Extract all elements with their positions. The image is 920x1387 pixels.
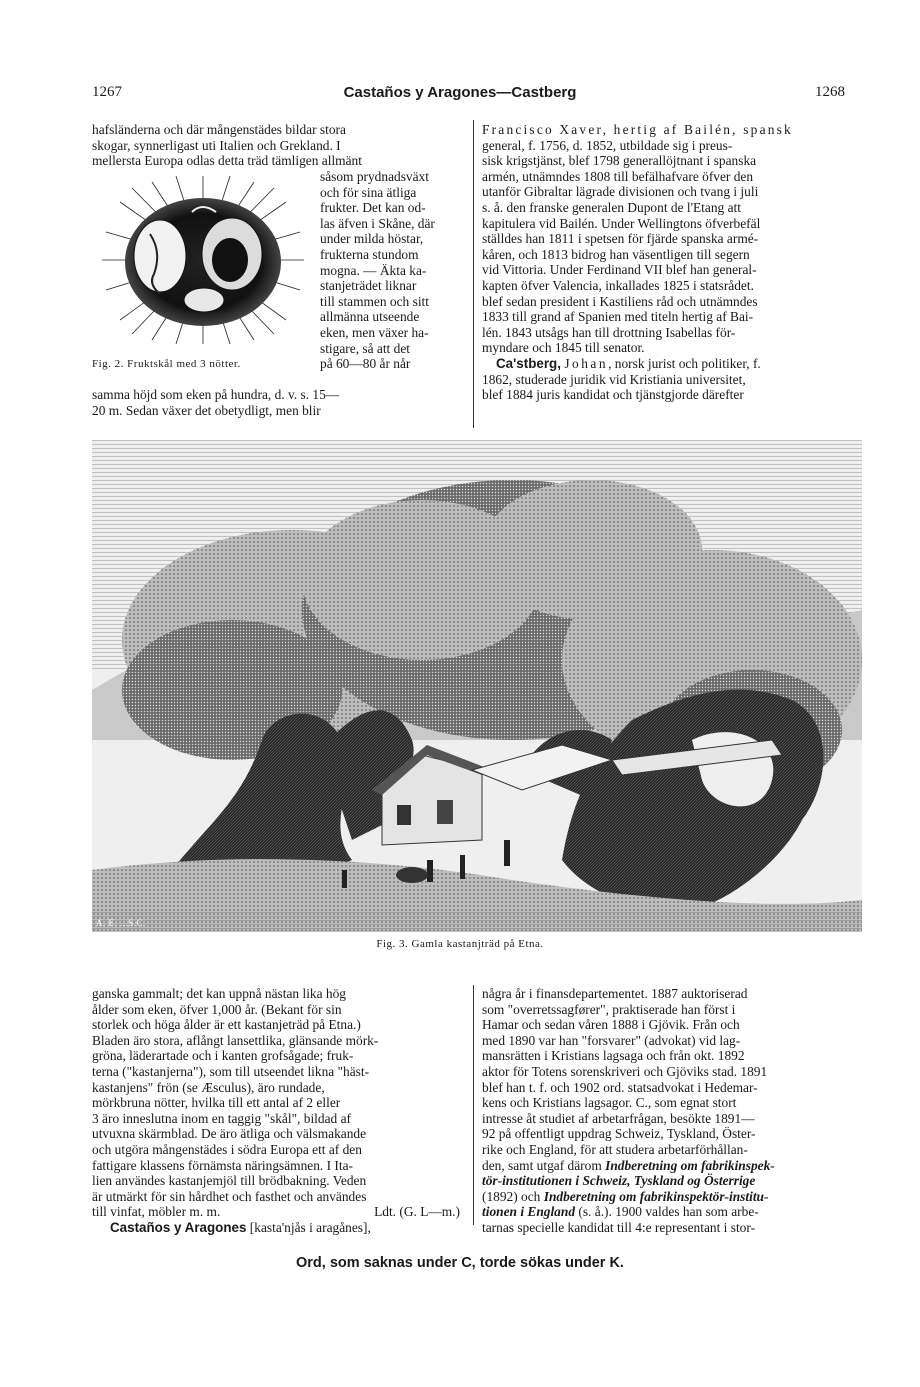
text-line: ställdes han 1811 i spetsen för fjärde spanska armé- bbox=[482, 231, 759, 247]
left-column-bottom bbox=[92, 986, 464, 1236]
text-line: med 1890 var han "forsvarer" (advokat) vid lag- bbox=[482, 1032, 741, 1048]
text-line: stanjeträdet liknar bbox=[320, 278, 417, 294]
text-line: skogar, synnerligast uti Italien och Grekland. I bbox=[92, 137, 341, 153]
text-line: kapten öfver Valencia, inkallades 1825 i statsrådet. bbox=[482, 277, 754, 293]
text-line: kens och Kristians lagsagor. C., som egnat stort bbox=[482, 1095, 737, 1111]
text-line: några år i finansdepartementet. 1887 auktoriserad bbox=[482, 986, 748, 1001]
text-line: lien användes kastanjemjöl till brödbakning. Veden bbox=[92, 1173, 367, 1189]
text-line: på 60—80 år når bbox=[320, 356, 411, 372]
right-column-top bbox=[482, 122, 854, 403]
castanos-pronunciation: [kasta'njås i aragånes], bbox=[249, 1219, 371, 1235]
text-line: 1862, studerade juridik vid Kristiania universitet, bbox=[482, 371, 746, 387]
text-line: blef sedan president i Kastiliens råd och utnämndes bbox=[482, 293, 758, 309]
footer-note: Ord, som saknas under C, torde sökas under K. bbox=[296, 1255, 624, 1271]
text-line: samma höjd som eken på hundra, d. v. s. 15— bbox=[92, 387, 340, 402]
text-line: den, samt utgaf därom bbox=[482, 1157, 602, 1173]
text-line: mörkbruna nötter, hvilka till ett antal af 2 eller bbox=[92, 1095, 341, 1111]
italic-title: tionen i England bbox=[482, 1204, 576, 1220]
text-line: eken, men växer ha- bbox=[320, 324, 429, 340]
text-line: mogna. — Äkta ka- bbox=[320, 262, 427, 278]
text-line: 1833 till grand af Spanien med titeln hertig af Bai- bbox=[482, 309, 754, 325]
text-line: frukterna stundom bbox=[320, 246, 419, 262]
italic-title: tör-institutionen i Schweiz, Tyskland og Österrige bbox=[482, 1173, 756, 1189]
castberg-forename: Johan bbox=[564, 355, 609, 371]
text-line: general, f. 1756, d. 1852, utbildade sig i preus- bbox=[482, 137, 733, 153]
text-line: frukter. Det kan od- bbox=[320, 200, 426, 216]
text-line: mellersta Europa odlas detta träd tämligen allmänt bbox=[92, 153, 362, 169]
left-column-top bbox=[92, 122, 464, 169]
text-line: 3 äro inneslutna inom en taggig "skål", bildad af bbox=[92, 1110, 351, 1126]
text-line: 92 på offentligt uppdrag Schweiz, Tyskland, Öster- bbox=[482, 1126, 756, 1142]
italic-title: Indberetning om fabrikinspektör-institu- bbox=[543, 1188, 769, 1204]
text-line-mixed bbox=[482, 1158, 854, 1174]
fig3-caption: Fig. 3. Gamla kastanjträd på Etna. bbox=[376, 938, 544, 950]
text-line: kapitulera vid Bailén. Under Wellingtons öfverbefäl bbox=[482, 215, 761, 231]
text-line: hafsländerna och där mångenstädes bildar stora bbox=[92, 122, 346, 137]
text-line: kåren, och 1813 bidrog han väsentligen till segern bbox=[482, 246, 750, 262]
text-line: vid Vittoria. Under Ferdinand VII blef han general- bbox=[482, 262, 757, 278]
italic-title: Indberetning om fabrikinspek- bbox=[605, 1157, 775, 1173]
castberg-headword: Ca'stberg, bbox=[496, 355, 561, 371]
text-line: är utmärkt för sin hårdhet och fasthet och användes bbox=[92, 1188, 367, 1204]
castberg-entry-line bbox=[482, 356, 854, 372]
text-line: terna ("kastanjerna"), som till utseendet likna "häst- bbox=[92, 1063, 370, 1079]
fig3-chestnut-tree-engraving bbox=[92, 440, 862, 932]
text-line: kastanjens" frön (se Æsculus), äro rundade, bbox=[92, 1079, 325, 1095]
text-line: som "overretssagfører", praktiserade han först i bbox=[482, 1001, 736, 1017]
text-line: blef han t. f. och 1902 ord. statsadvokat i Hedemar- bbox=[482, 1079, 758, 1095]
column-rule-top bbox=[473, 120, 474, 428]
text-line: Francisco Xaver, hertig af Bailén, spansk bbox=[482, 122, 793, 137]
text-line: till stammen och sitt bbox=[320, 293, 429, 309]
fig3-engraver-signature: A. E. ...S.C. bbox=[96, 918, 146, 928]
text-line: till vinfat, möbler m. m. bbox=[92, 1204, 221, 1220]
text-line: blef 1884 juris kandidat och tjänstgjorde därefter bbox=[482, 387, 744, 403]
page-number-left: 1267 bbox=[92, 84, 122, 100]
text-line: (1892) och bbox=[482, 1188, 541, 1204]
text-line: (s. å.). 1900 valdes han som arbe- bbox=[578, 1204, 759, 1220]
text-line: lén. 1843 utsågs han till drottning Isabellas för- bbox=[482, 324, 736, 340]
text-line-mixed bbox=[482, 1189, 854, 1205]
text-line: ålder som eken, öfver 1,000 år. (Bekant för sin bbox=[92, 1001, 342, 1017]
text-line: ganska gammalt; det kan uppnå nästan lika hög bbox=[92, 986, 346, 1001]
fig2-caption: Fig. 2. Fruktskål med 3 nötter. bbox=[92, 358, 241, 370]
text-line: mansrätten i Kristians lagsaga och från okt. 1892 bbox=[482, 1048, 745, 1064]
running-title: Castaños y Aragones—Castberg bbox=[343, 84, 577, 101]
castanos-headword: Castaños y Aragones bbox=[110, 1219, 247, 1235]
text-line: las äfven i Skåne, där bbox=[320, 215, 435, 231]
text-line: myndare och 1845 till senator. bbox=[482, 340, 645, 356]
text-line: och för sina ätliga bbox=[320, 184, 417, 200]
castberg-rest: , norsk jurist och politiker, f. bbox=[608, 355, 761, 371]
text-line: allmänna utseende bbox=[320, 309, 420, 325]
text-line: utanför Gibraltar lägrade divisionen och tvang i juli bbox=[482, 184, 759, 200]
text-line: gröna, läderartade och i kanten grofsågade; fruk- bbox=[92, 1048, 354, 1064]
right-column-bottom bbox=[482, 986, 854, 1236]
text-line: sisk krigstjänst, blef 1798 generallöjtnant i spanska bbox=[482, 153, 757, 169]
fig2-chestnut-husk-image bbox=[92, 172, 314, 350]
left-column-wrap bbox=[320, 169, 464, 372]
text-line: stigare, så att det bbox=[320, 340, 410, 356]
text-line: fattigare klassens förnämsta näringsämnen. I Ita- bbox=[92, 1157, 354, 1173]
text-line: storlek och höga ålder är ett kastanjeträd på Etna.) bbox=[92, 1017, 361, 1033]
text-line: rike och England, för att studera arbetarförhållan- bbox=[482, 1141, 748, 1157]
text-line: utvuxna skärmblad. De äro ätliga och välsmakande bbox=[92, 1126, 367, 1142]
page-number-right: 1268 bbox=[815, 84, 845, 100]
text-line-mixed bbox=[482, 1204, 854, 1220]
article-signature: Ldt. (G. L—m.) bbox=[374, 1204, 460, 1220]
text-line: Hamar och sedan våren 1888 i Gjövik. Från och bbox=[482, 1017, 740, 1033]
text-line: såsom prydnadsväxt bbox=[320, 169, 429, 184]
text-line: aktor för Totens sorenskriveri och Gjöviks stad. 1891 bbox=[482, 1063, 768, 1079]
castanos-entry-line bbox=[92, 1220, 464, 1236]
text-line: Bladen äro stora, aflångt lansettlika, glänsande mörk- bbox=[92, 1032, 379, 1048]
column-rule-bottom bbox=[473, 985, 474, 1225]
left-column-top-end bbox=[92, 387, 464, 418]
text-line: och utgöra mångenstädes i södra Europa ett af den bbox=[92, 1141, 362, 1157]
text-line-with-signature bbox=[92, 1204, 464, 1220]
text-line: intresse åt studiet af arbetarfrågan, besökte 1891— bbox=[482, 1110, 755, 1126]
text-line: s. å. den franske generalen Dupont de l'Etang att bbox=[482, 199, 741, 215]
text-line: tarnas specielle kandidat till 4:e representant i stor- bbox=[482, 1219, 756, 1235]
text-line: armén, utnämndes 1808 till befälhafvare öfver den bbox=[482, 168, 754, 184]
text-line: under milda höstar, bbox=[320, 231, 424, 247]
text-line: 20 m. Sedan växer det obetydligt, men blir bbox=[92, 402, 321, 418]
